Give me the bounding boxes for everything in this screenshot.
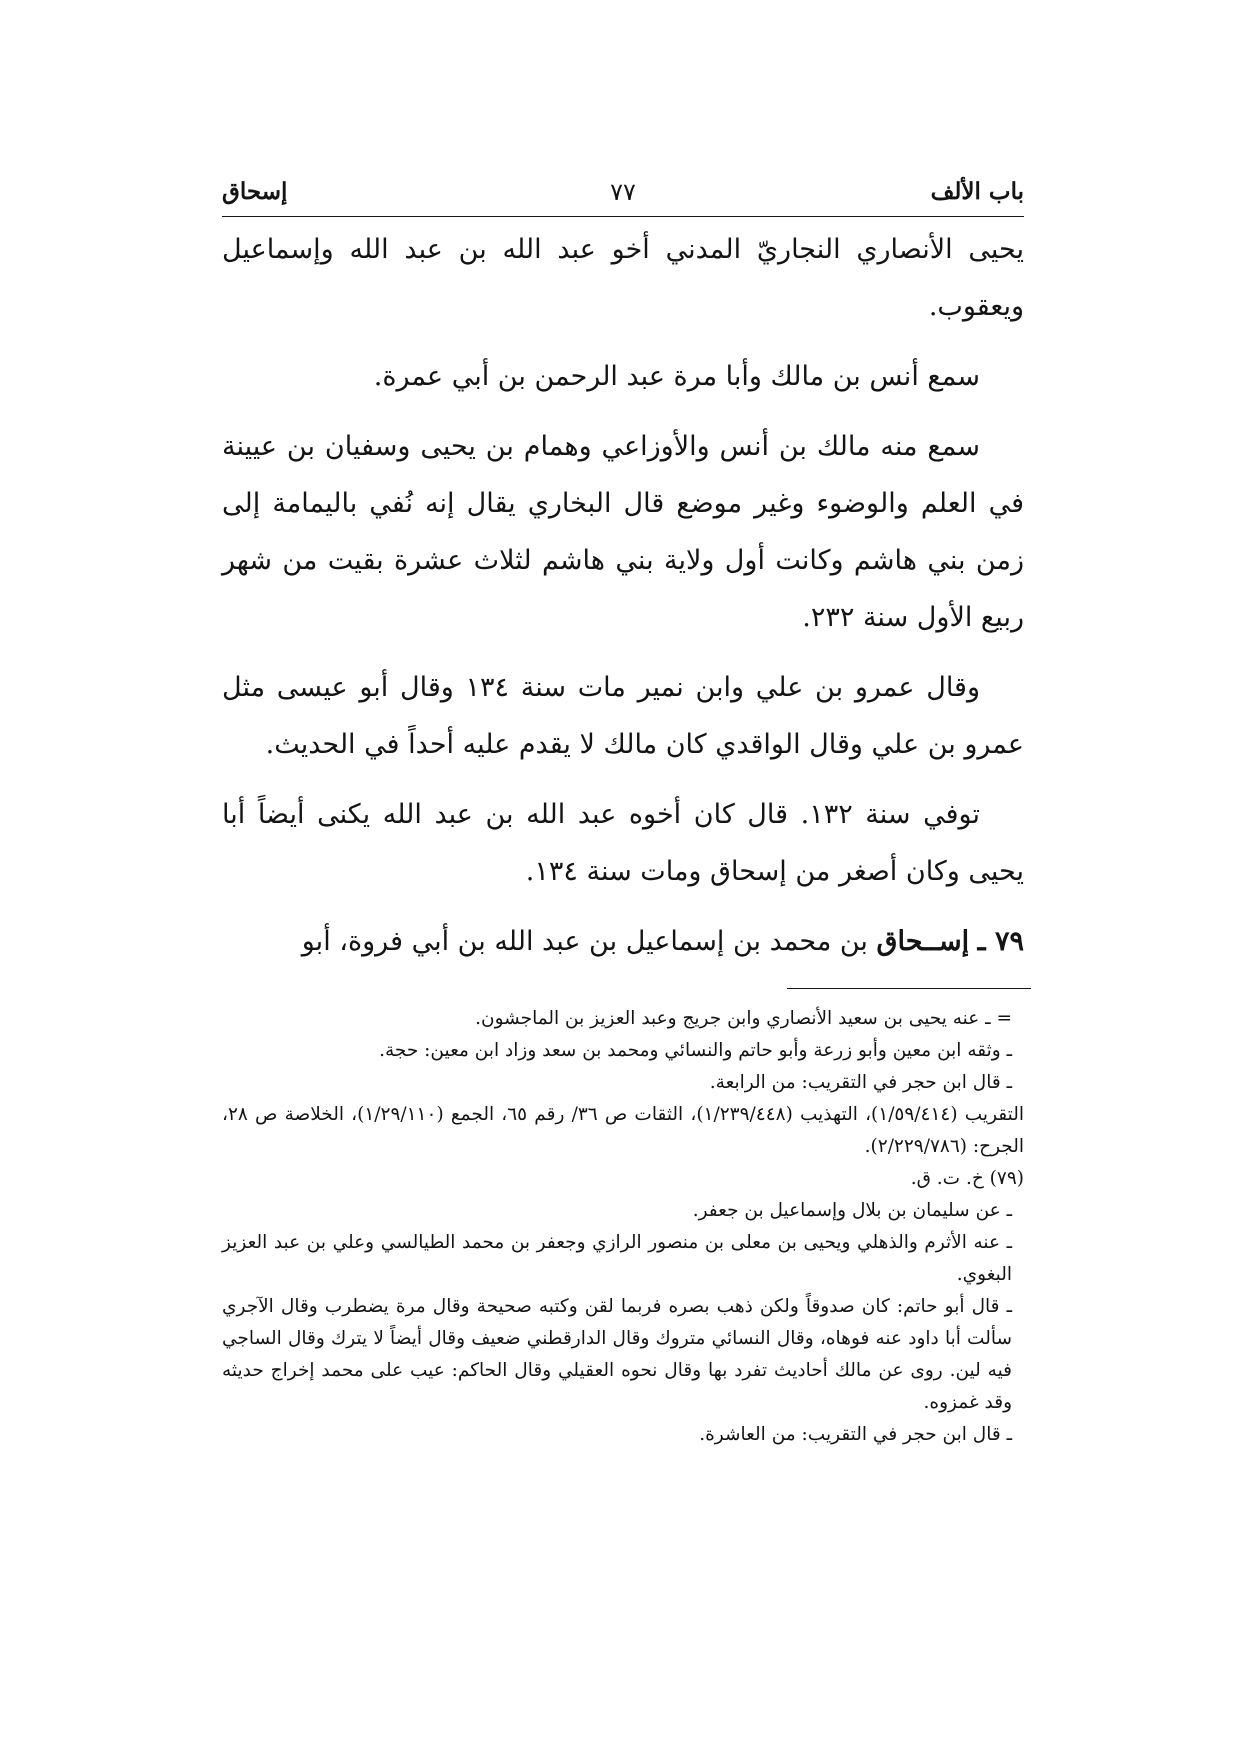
paragraph-heard-from: سمع أنس بن مالك وأبا مرة عبد الرحمن بن أبي عمرة. — [373, 361, 980, 392]
document-page — [222, 170, 1024, 1730]
entry-number: ٧٩ ـ — [977, 926, 1024, 957]
entry-79 — [222, 913, 1024, 970]
footnote-line: = ـ عنه يحيى بن سعيد الأنصاري وابن جريج وعبد العزيز بن الماجشون. — [475, 1008, 1012, 1029]
footnotes — [222, 988, 1024, 1451]
footnote-references: التقريب (١/٥٩/٤١٤)، التهذيب (١/٢٣٩/٤٤٨)، الثقات ص ٣٦/ رقم ٦٥، الجمع (١/٢٩/١١٠)، الخلاصة ص ٢٨، الجرح: (٢/٢٢٩/٧٨٦). — [222, 1104, 1024, 1157]
paragraph-death-year: توفي سنة ١٣٢. قال كان أخوه عبد الله بن عبد الله يكنى أيضاً أبا يحيى وكان أصغر من إسحاق ومات سنة ١٣٤. — [222, 799, 1024, 887]
page-header — [222, 170, 1024, 216]
main-text — [222, 221, 1024, 970]
paragraph-continuation: يحيى الأنصاري النجاريّ المدني أخو عبد الله بن عبد الله وإسماعيل ويعقوب. — [222, 234, 1024, 322]
paragraph-death-report: وقال عمرو بن علي وابن نمير مات سنة ١٣٤ وقال أبو عيسى مثل عمرو بن علي وقال الواقدي كان مالك لا يقدم عليه أحداً في الحديث. — [222, 672, 1024, 760]
footnote-79-heading: (٧٩) خ. ت. ق. — [910, 1168, 1024, 1189]
header-divider — [222, 216, 1024, 217]
chapter-title: باب الألف — [930, 178, 1024, 205]
footnote-line: ـ قال ابن حجر في التقريب: من العاشرة. — [699, 1424, 1012, 1445]
footnote-line: ـ وثقه ابن معين وأبو زرعة وأبو حاتم والنسائي ومحمد بن سعد وزاد ابن معين: حجة. — [379, 1040, 1012, 1061]
entry-running-title: إسحاق — [222, 178, 288, 205]
footnote-line: ـ عن سليمان بن بلال وإسماعيل بن جعفر. — [692, 1200, 1012, 1221]
footnote-line: ـ قال أبو حاتم: كان صدوقاً ولكن ذهب بصره فربما لقن وكتبه صحيحة وقال مرة يضطرب وقال الآجري سألت أبا داود عنه فوهاه، وقال النسائي متروك وقال الدارقطني ضعيف وقال أيضاً لا يترك وقال الساجي فيه لين. روى عن مالك أحاديث تفرد بها وقال نحوه العقيلي وقال الحاكم: عيب على محمد إخراج حديثه وقد غمزوه. — [222, 1296, 1012, 1413]
entry-title: إســحاق — [876, 926, 970, 957]
footnote-line: ـ قال ابن حجر في التقريب: من الرابعة. — [709, 1072, 1012, 1093]
footnote-line: ـ عنه الأثرم والذهلي ويحيى بن معلى بن منصور الرازي وجعفر بن محمد الطيالسي وعلي بن عبد العزيز البغوي. — [222, 1232, 1012, 1285]
footnote-divider — [787, 988, 1031, 989]
paragraph-heard-by: سمع منه مالك بن أنس والأوزاعي وهمام بن يحيى وسفيان بن عيينة في العلم والوضوء وغير موضع قال البخاري يقال إنه نُفي باليمامة إلى زمن بني هاشم وكانت أول ولاية بني هاشم لثلاث عشرة بقيت من شهر ربيع الأول سنة ٢٣٢. — [222, 431, 1024, 633]
entry-lineage: بن محمد بن إسماعيل بن عبد الله بن أبي فروة، أبو — [301, 926, 877, 957]
page-number: ٧٧ — [610, 178, 636, 206]
